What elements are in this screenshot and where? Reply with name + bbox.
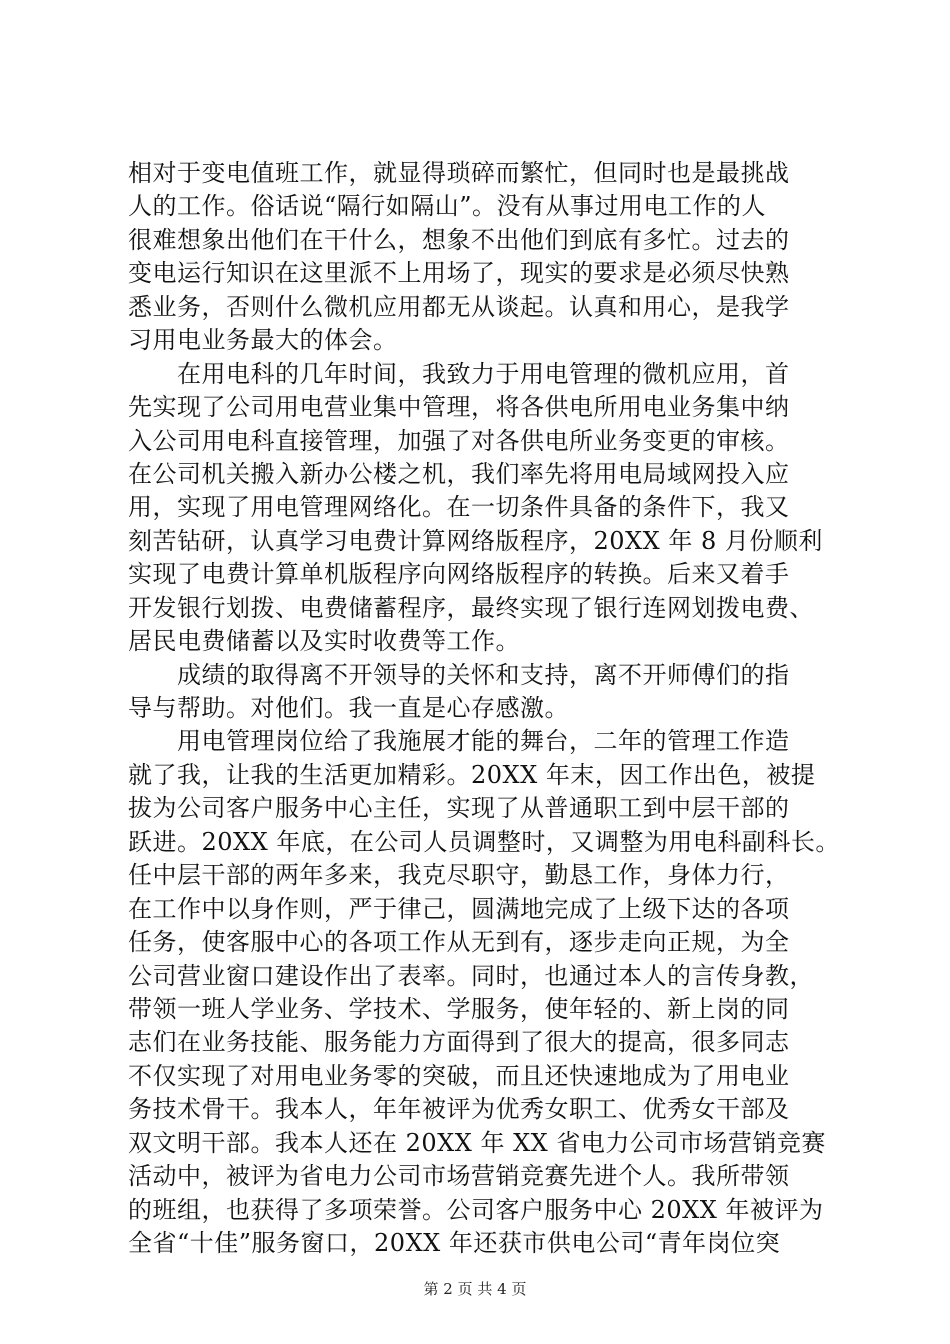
text-line: 用电管理岗位给了我施展才能的舞台，二年的管理工作造 xyxy=(128,727,790,756)
text-line: 就了我，让我的生活更加精彩。20XX 年末，因工作出色，被提 xyxy=(128,760,816,789)
text-line: 双文明干部。我本人还在 20XX 年 XX 省电力公司市场营销竞赛 xyxy=(128,1128,826,1157)
text-line: 悉业务，否则什么微机应用都无从谈起。认真和用心，是我学 xyxy=(128,292,790,321)
text-line: 的班组，也获得了多项荣誉。公司客户服务中心 20XX 年被评为 xyxy=(128,1195,824,1224)
text-line: 活动中，被评为省电力公司市场营销竞赛先进个人。我所带领 xyxy=(128,1162,790,1191)
text-line: 开发银行划拨、电费储蓄程序，最终实现了银行连网划拨电费、 xyxy=(128,593,814,622)
text-line: 任务，使客服中心的各项工作从无到有，逐步走向正规，为全 xyxy=(128,928,790,957)
text-line: 先实现了公司用电营业集中管理，将各供电所用电业务集中纳 xyxy=(128,393,790,422)
text-line: 刻苦钻研，认真学习电费计算网络版程序，20XX 年 8 月份顺利 xyxy=(128,526,823,555)
text-line: 任中层干部的两年多来，我克尽职守，勤恳工作，身体力行， xyxy=(128,861,790,890)
text-line: 习用电业务最大的体会。 xyxy=(128,326,398,355)
text-line: 相对于变电值班工作，就显得琐碎而繁忙，但同时也是最挑战 xyxy=(128,159,790,187)
text-line: 在用电科的几年时间，我致力于用电管理的微机应用，首 xyxy=(128,359,790,388)
text-line: 全省“十佳”服务窗口，20XX 年还获市供电公司“青年岗位突 xyxy=(128,1229,781,1257)
text-line: 公司营业窗口建设作出了表率。同时，也通过本人的言传身教， xyxy=(128,961,814,990)
text-line: 导与帮助。对他们。我一直是心存感激。 xyxy=(128,694,569,722)
text-line: 在工作中以身作则，严于律己，圆满地完成了上级下达的各项 xyxy=(128,894,790,923)
text-line: 带领一班人学业务、学技术、学服务，使年轻的、新上岗的同 xyxy=(128,994,790,1023)
text-line: 变电运行知识在这里派不上用场了，现实的要求是必须尽快熟 xyxy=(128,259,790,288)
page-number-footer: 第 2 页 共 4 页 xyxy=(423,1280,527,1298)
text-line: 拔为公司客户服务中心主任，实现了从普通职工到中层干部的 xyxy=(128,794,790,823)
body-text xyxy=(128,157,840,1260)
text-line: 志们在业务技能、服务能力方面得到了很大的提高，很多同志 xyxy=(128,1028,790,1057)
text-line: 在公司机关搬入新办公楼之机，我们率先将用电局域网投入应 xyxy=(128,459,790,488)
text-line: 居民电费储蓄以及实时收费等工作。 xyxy=(128,627,520,656)
text-line: 用，实现了用电管理网络化。在一切条件具备的条件下，我又 xyxy=(128,493,790,522)
text-line: 人的工作。俗话说“隔行如隔山”。没有从事过用电工作的人 xyxy=(128,192,767,221)
text-line: 入公司用电科直接管理，加强了对各供电所业务变更的审核。 xyxy=(128,426,790,455)
text-line: 务技术骨干。我本人，年年被评为优秀女职工、优秀女干部及 xyxy=(128,1095,790,1124)
text-line: 实现了电费计算单机版程序向网络版程序的转换。后来又着手 xyxy=(128,560,790,589)
text-line: 不仅实现了对用电业务零的突破，而且还快速地成为了用电业 xyxy=(128,1061,790,1090)
text-line: 成绩的取得离不开领导的关怀和支持，离不开师傅们的指 xyxy=(128,660,790,689)
text-line: 跃进。20XX 年底，在公司人员调整时，又调整为用电科副科长。 xyxy=(128,827,840,856)
text-line: 很难想象出他们在干什么，想象不出他们到底有多忙。过去的 xyxy=(128,225,790,254)
